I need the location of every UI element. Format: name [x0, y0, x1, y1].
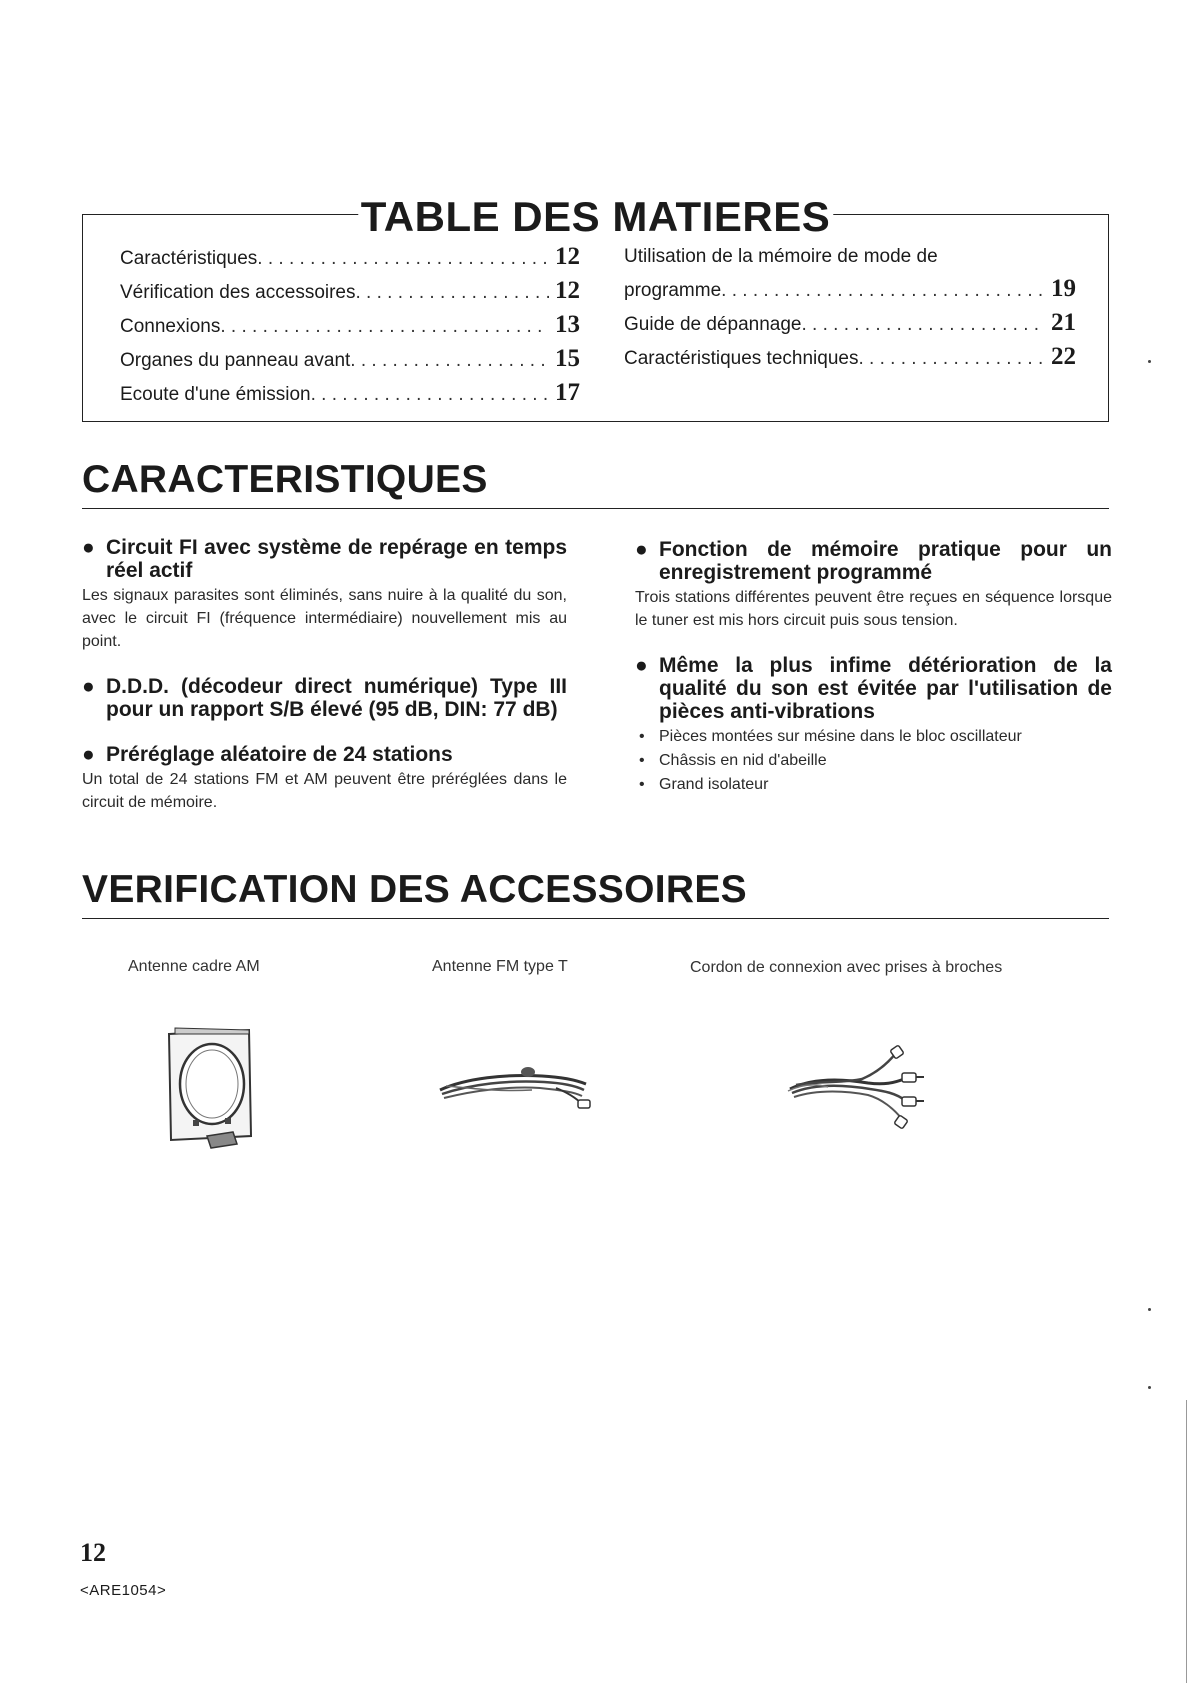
bullet-dot-icon: •	[639, 776, 645, 793]
toc-entry-label: Caractéristiques	[120, 248, 258, 269]
feature-item	[635, 654, 1112, 797]
toc-entry-label: Organes du panneau avant	[120, 350, 351, 371]
features-heading: CARACTERISTIQUES	[82, 458, 488, 501]
scan-speck	[1148, 360, 1151, 363]
feature-title: ● Même la plus infime détérioration de la qualité du son est évitée par l'utilisation de pièces anti-vibrations	[635, 654, 1112, 723]
feature-description: Un total de 24 stations FM et AM peuvent être préréglées dans le circuit de mémoire.	[82, 771, 567, 811]
bullet-icon: ●	[82, 743, 95, 766]
features-left-column	[82, 536, 567, 814]
toc-leader-dots	[311, 379, 549, 411]
scan-speck	[1148, 1386, 1151, 1389]
toc-leader-dots	[350, 345, 549, 377]
page-number: 12	[80, 1538, 106, 1567]
accessory-label-am-antenna: Antenne cadre AM	[128, 958, 260, 975]
document-code: <ARE1054>	[80, 1582, 167, 1599]
toc-entry-label: Caractéristiques techniques	[624, 348, 859, 369]
bullet-dot-icon: •	[639, 752, 645, 769]
features-divider	[82, 508, 1109, 509]
toc-right-column	[624, 241, 1076, 375]
toc-entry[interactable]	[120, 275, 580, 309]
pin-plug-cord-illustration	[784, 1043, 940, 1131]
toc-entry-label: Guide de dépannage	[624, 314, 802, 335]
feature-sublist	[635, 725, 1112, 797]
toc-left-column	[120, 241, 580, 411]
toc-entry-label: Connexions	[120, 316, 221, 337]
feature-item	[82, 675, 567, 721]
feature-description: Les signaux parasites sont éliminés, sans nuire à la qualité du son, avec le circuit FI (fréquence intermédiaire) nouvellement mis au point.	[82, 587, 567, 650]
toc-leader-dots	[858, 343, 1045, 375]
toc-entry-label: Ecoute d'une émission	[120, 384, 311, 405]
toc-leader-dots	[802, 309, 1046, 341]
toc-leader-dots	[356, 277, 550, 309]
feature-title: ● Fonction de mémoire pratique pour un enregistrement programmé	[635, 538, 1112, 584]
toc-entry-page: 15	[555, 345, 580, 372]
toc-entry-page: 22	[1051, 343, 1076, 370]
toc-entry[interactable]	[624, 341, 1076, 375]
list-item: • Châssis en nid d'abeille	[635, 749, 1112, 773]
feature-item	[82, 536, 567, 653]
toc-entry-label: Vérification des accessoires	[120, 282, 356, 303]
accessories-heading: VERIFICATION DES ACCESSOIRES	[82, 868, 747, 911]
toc-entry-page: 17	[555, 379, 580, 406]
features-right-column	[635, 538, 1112, 797]
toc-entry[interactable]	[120, 343, 580, 377]
toc-entry[interactable]	[624, 307, 1076, 341]
bullet-icon: ●	[82, 675, 95, 698]
bullet-dot-icon: •	[639, 728, 645, 745]
toc-entry[interactable]	[120, 309, 580, 343]
toc-title: TABLE DES MATIERES	[358, 194, 833, 240]
toc-entry[interactable]	[624, 273, 1076, 307]
feature-item	[82, 743, 567, 814]
toc-entry[interactable]	[120, 241, 580, 275]
toc-entry-label-first-line: Utilisation de la mémoire de mode de	[624, 246, 938, 267]
toc-entry-page: 21	[1051, 309, 1076, 336]
list-item: • Grand isolateur	[635, 773, 1112, 797]
toc-entry[interactable]	[120, 377, 580, 411]
toc-leader-dots	[220, 311, 549, 343]
am-loop-antenna-illustration	[165, 1024, 255, 1152]
accessory-label-fm-antenna: Antenne FM type T	[432, 958, 568, 975]
bullet-icon: ●	[635, 538, 648, 561]
feature-title: ● D.D.D. (décodeur direct numérique) Type III pour un rapport S/B élevé (95 dB, DIN: 77 dB)	[82, 675, 567, 721]
feature-title: ● Préréglage aléatoire de 24 stations	[82, 743, 453, 766]
toc-entry-page: 19	[1051, 275, 1076, 302]
toc-entry-label: programme	[624, 280, 722, 301]
toc-leader-dots	[257, 243, 549, 275]
bullet-icon: ●	[82, 536, 95, 559]
feature-description: Trois stations différentes peuvent être reçues en séquence lorsque le tuner est mis hors circuit puis sous tension.	[635, 589, 1112, 629]
fm-t-antenna-illustration	[436, 1064, 594, 1110]
toc-leader-dots	[721, 275, 1045, 307]
list-item: • Pièces montées sur mésine dans le bloc oscillateur	[635, 725, 1112, 749]
toc-entry-page: 12	[555, 277, 580, 304]
toc-entry-page: 13	[555, 311, 580, 338]
bullet-icon: ●	[635, 654, 648, 677]
accessories-divider	[82, 918, 1109, 919]
accessory-label-connection-cord: Cordon de connexion avec prises à broches	[690, 959, 1003, 976]
scan-edge-line	[1186, 1400, 1187, 1683]
scan-speck	[1148, 1308, 1151, 1311]
toc-entry-page: 12	[555, 243, 580, 270]
feature-title: ● Circuit FI avec système de repérage en temps réel actif	[82, 536, 567, 582]
feature-item	[635, 538, 1112, 632]
